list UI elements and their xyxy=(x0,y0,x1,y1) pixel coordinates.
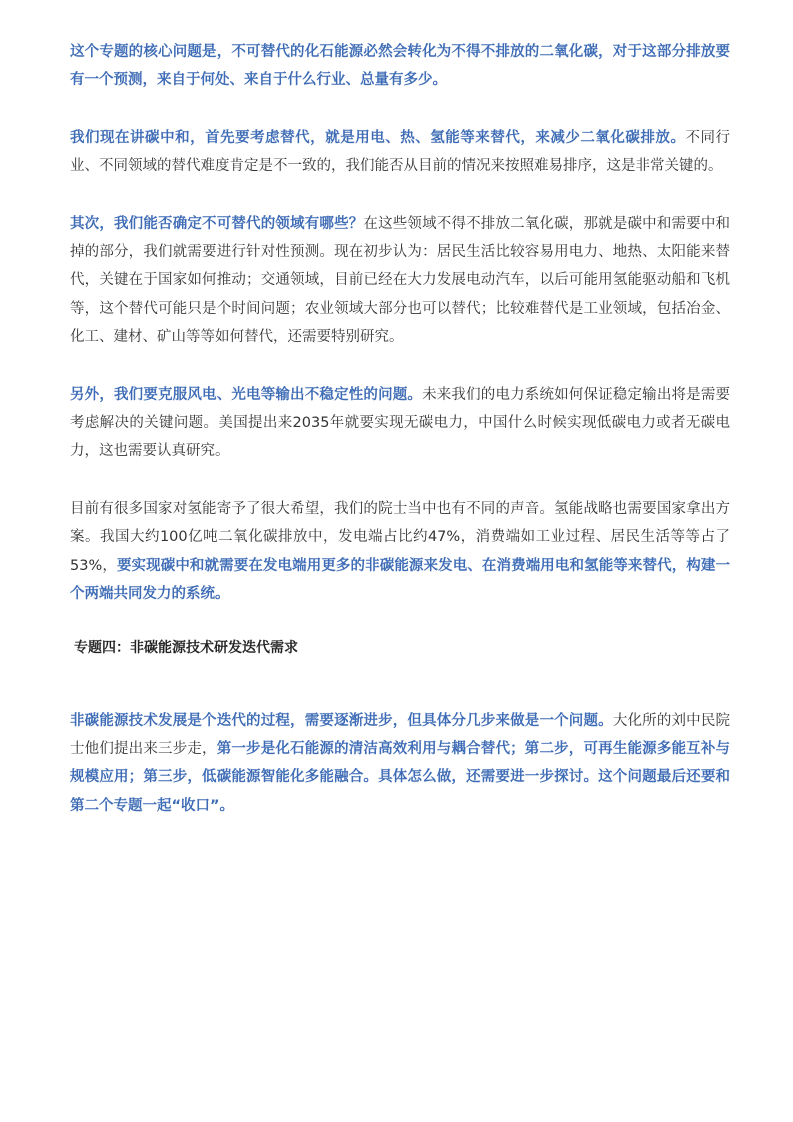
paragraph-highlight: 要实现碳中和就需要在发电端用更多的非碳能源来发电、在消费端用电和氢能等来替代，构建一个两端共同发力的系统。 xyxy=(70,557,731,603)
paragraph-highlight: 第一步是化石能源的清洁高效利用与耦合替代；第二步，可再生能源多能互补与规模应用；第三步，低碳能源智能化多能融合。具体怎么做，还需要进一步探讨。这个问题最后还要和第二个专题一起“收口”。 xyxy=(70,740,731,814)
paragraph-text: 未来我们的电力系统如何保证稳定输出将是需要考虑解决的关键问题。美国提出来2035年就要实现无碳电力，中国什么时候实现低碳电力或者无碳电力，这也需要认真研究。 xyxy=(70,386,731,460)
paragraph-substitution xyxy=(70,124,730,181)
paragraph-highlight: 这个专题的核心问题是，不可替代的化石能源必然会转化为不得不排放的二氧化碳，对于这部分排放要有一个预测，来自于何处、来自于什么行业、总量有多少。 xyxy=(70,44,730,89)
paragraph-text: 大化所的刘中民院士他们提出来三步走， xyxy=(70,712,731,757)
section-heading: 专题四：非碳能源技术研发迭代需求 xyxy=(74,639,298,656)
paragraph-highlight: 另外，我们要克服风电、光电等输出不稳定性的问题。 xyxy=(70,386,423,403)
document-page xyxy=(70,38,730,820)
paragraph-power-stability xyxy=(70,381,730,466)
paragraph-text: 在这些领域不得不排放二氧化碳，那就是碳中和需要中和掉的部分，我们就需要进行针对性预测。现在初步认为：居民生活比较容易用电力、地热、太阳能来替代，关键在于国家如何推动；交通领域，目前已经在大力发展电动汽车，以后可能用氢能驱动船和飞机等，这个替代可能只是个时间问题；农业领域大部分也可以替代；比较难替代是工业领域，包括冶金、化工、建材、矿山等等如何替代，还需要特别研究。 xyxy=(70,215,731,346)
paragraph-highlight: 其次，我们能否确定不可替代的领域有哪些？ xyxy=(70,215,364,232)
paragraph-iteration-steps xyxy=(70,707,730,821)
paragraph-text: 目前有很多国家对氢能寄予了很大希望，我们的院士当中也有不同的声音。氢能战略也需要国家拿出方案。我国大约100亿吨二氧化碳排放中，发电端占比约47%，消费端如工业过程、居民生活等等占了53%， xyxy=(70,500,730,574)
paragraph-irreplaceable-areas xyxy=(70,210,730,352)
paragraph-hydrogen-strategy xyxy=(70,495,730,609)
paragraph-text: 不同行业、不同领域的替代难度肯定是不一致的，我们能否从目前的情况来按照难易排序，这是非常关键的。 xyxy=(70,129,731,175)
paragraph-core-question xyxy=(70,38,730,95)
paragraph-highlight: 非碳能源技术发展是个迭代的过程，需要逐渐进步，但具体分几步来做是一个问题。 xyxy=(70,712,613,729)
paragraph-highlight: 我们现在讲碳中和，首先要考虑替代，就是用电、热、氢能等来替代，来减少二氧化碳排放。 xyxy=(70,129,686,146)
